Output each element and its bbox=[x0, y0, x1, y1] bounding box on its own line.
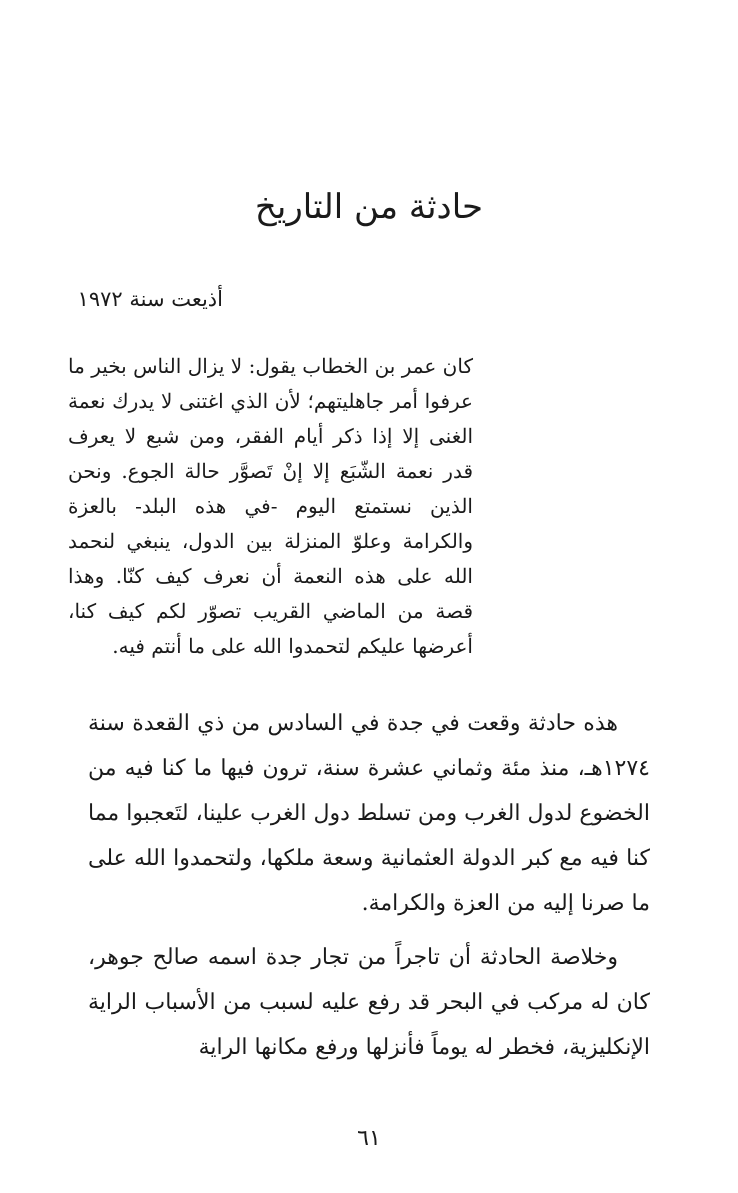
body-paragraph-1: هذه حادثة وقعت في جدة في السادس من ذي القعدة سنة ١٢٧٤هـ، منذ مئة وثماني عشرة سنة، ترون فيها ما كنا فيه من الخضوع لدول الغرب ومن تسلط دول الغرب علينا، لتَعجبوا مما كنا فيه مع كبر الدولة العثمانية وسعة ملكها، ولتحمدوا الله على ما صرنا إليه من العزة والكرامة. bbox=[88, 711, 650, 916]
page-number: ٦١ bbox=[357, 1126, 381, 1151]
intro-paragraph: كان عمر بن الخطاب يقول: لا يزال الناس بخير ما عرفوا أمر جاهليتهم؛ لأن الذي اغتنى لا يدرك نعمة الغنى إلا إذا ذكر أيام الفقر، ومن شبع لا يعرف قدر نعمة الشّبَع إلا إنْ تَصوَّر حالة الجوع. ونحن الذين نستمتع اليوم -في هذه البلد- بالعزة والكرامة وعلوّ المنزلة بين الدول، ينبغي لنحمد الله على هذه النعمة أن نعرف كيف كنّا. وهذا قصة من الماضي القريب تصوّر لكم كيف كنا، أعرضها عليكم لتحمدوا الله على ما أنتم فيه. bbox=[68, 354, 473, 658]
chapter-title: حادثة من التاريخ bbox=[254, 187, 484, 227]
body-paragraph-2: وخلاصة الحادثة أن تاجراً من تجار جدة اسمه صالح جوهر، كان له مركب في البحر قد رفع عليه لسبب من الأسباب الراية الإنكليزية، فخطر له يوماً فأنزلها ورفع مكانها الراية bbox=[88, 945, 650, 1060]
broadcast-note: أذيعت سنة ١٩٧٢ bbox=[77, 287, 223, 311]
